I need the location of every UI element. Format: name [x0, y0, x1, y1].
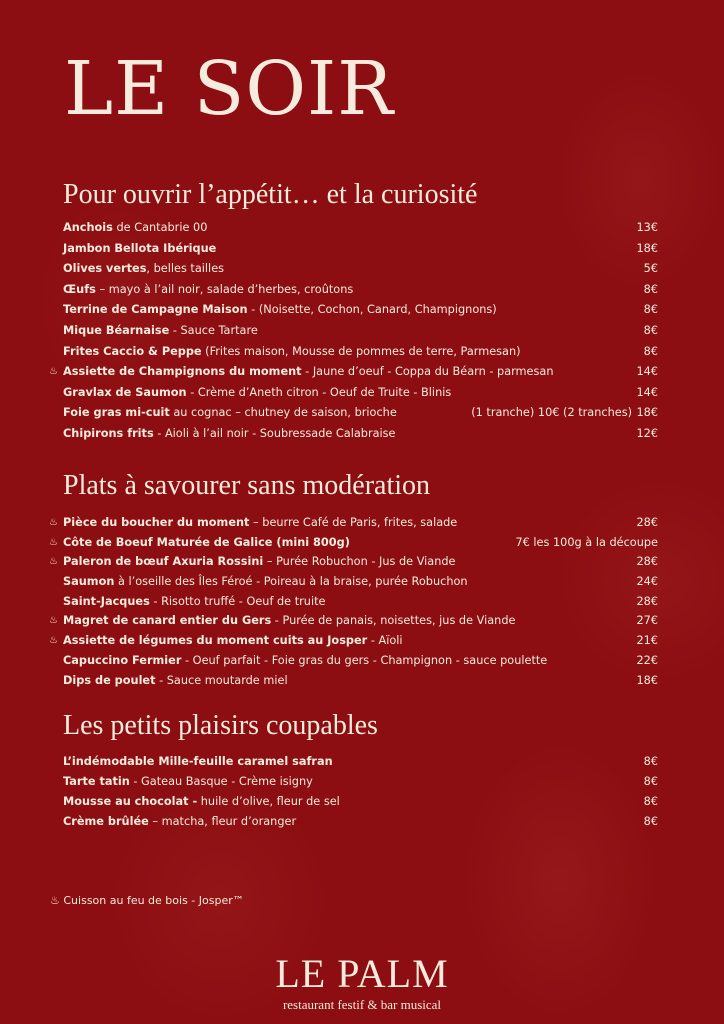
item-name: Saint-Jacques	[63, 594, 150, 608]
menu-item	[49, 611, 658, 631]
item-name: Assiette de Champignons du moment	[63, 365, 302, 379]
item-name: Capuccino Fermier	[63, 653, 182, 667]
menu-item	[63, 259, 658, 280]
item-price: 7€ les 100g à la découpe	[515, 535, 658, 549]
item-description: au cognac – chutney de saison, brioche	[169, 406, 397, 420]
section-heading-starters: Pour ouvrir l’appétit… et la curiosité	[63, 179, 478, 210]
menu-item	[63, 424, 658, 445]
menu-item	[63, 280, 658, 301]
item-price: 14€	[636, 365, 658, 379]
menu-item	[63, 342, 658, 363]
menu-item	[49, 533, 658, 553]
item-price: 18€	[636, 673, 658, 687]
fire-icon: ♨	[49, 615, 58, 627]
item-description: à l’oseille des Îles Féroé - Poireau à la braise, purée Robuchon	[114, 575, 468, 589]
item-price: 8€	[643, 323, 658, 337]
item-description: - Sauce Tartare	[169, 323, 258, 337]
item-name: Pièce du boucher du moment	[63, 516, 250, 529]
legend-text: Cuisson au feu de bois - Josper™	[63, 894, 244, 907]
fire-icon: ♨	[49, 536, 58, 548]
item-name: Saumon	[63, 575, 115, 589]
item-name: Assiette de légumes du moment cuits au Josper	[63, 634, 368, 648]
menu-item	[49, 362, 658, 383]
item-price: 18€	[636, 406, 658, 420]
item-description: - Sauce moutarde miel	[155, 673, 288, 687]
menu-item	[63, 321, 658, 342]
desserts-list	[63, 752, 658, 832]
item-description: - Oeuf parfait - Foie gras du gers - Champignon - sauce poulette	[181, 653, 548, 667]
item-name: Tarte tatin	[63, 774, 130, 788]
item-description: - Purée de panais, noisettes, jus de Viande	[271, 614, 516, 628]
item-name: Gravlax de Saumon	[63, 385, 187, 399]
item-description: – mayo à l’ail noir, salade d’herbes, croûtons	[95, 282, 354, 296]
page-title: LE SOIR	[64, 46, 394, 132]
item-price: 8€	[643, 755, 658, 768]
menu-item	[63, 592, 658, 612]
item-price: 28€	[636, 516, 658, 529]
item-name: Mousse au chocolat -	[63, 794, 198, 808]
item-price: 22€	[636, 653, 658, 667]
legend	[50, 894, 244, 907]
item-price: 8€	[643, 794, 658, 808]
menu-item	[63, 383, 658, 404]
item-name: Côte de Boeuf Maturée de Galice (mini 800g)	[63, 535, 350, 549]
item-name: Jambon Bellota Ibérique	[63, 241, 217, 255]
fire-icon: ♨	[49, 366, 58, 378]
menu-item	[49, 631, 658, 651]
item-name: L’indémodable Mille-feuille caramel safran	[63, 755, 333, 768]
item-price: 12€	[636, 426, 658, 440]
menu-item	[63, 671, 658, 691]
menu-item	[63, 239, 658, 260]
item-price: 27€	[636, 614, 658, 628]
section-heading-mains: Plats à savourer sans modération	[63, 470, 431, 501]
item-name: Chipirons frits	[63, 426, 154, 440]
item-name: Œufs	[63, 282, 96, 296]
item-price: 5€	[643, 262, 658, 276]
item-price: 8€	[643, 282, 658, 296]
menu-item	[63, 300, 658, 321]
item-price: 8€	[643, 344, 658, 358]
menu-item	[63, 792, 658, 812]
item-description: – beurre Café de Paris, frites, salade	[249, 516, 458, 529]
item-price: 8€	[643, 814, 658, 828]
item-description: - Risotto truffé - Oeuf de truite	[149, 594, 326, 608]
item-description: - Aioli à l’ail noir - Soubressade Calabraise	[153, 426, 396, 440]
item-name: Olives vertes	[63, 262, 147, 276]
logo-text: LE PALM	[275, 951, 449, 996]
item-description: huile d’olive, fleur de sel	[197, 794, 340, 808]
item-price: 8€	[643, 774, 658, 788]
item-price: 8€	[643, 303, 658, 317]
menu-item	[63, 651, 658, 671]
item-name: Dips de poulet	[63, 673, 156, 687]
fire-icon: ♨	[49, 635, 58, 647]
starters-list	[49, 218, 658, 445]
item-name: Paleron de bœuf Axuria Rossini	[63, 555, 264, 569]
item-price: 14€	[636, 385, 658, 399]
item-name: Crème brûlée	[63, 814, 149, 828]
menu-item	[63, 218, 658, 239]
menu-item	[63, 812, 658, 832]
item-name: Frites Caccio & Peppe	[63, 344, 202, 358]
item-price: 24€	[636, 575, 658, 589]
item-description: de Cantabrie 00	[112, 221, 208, 234]
fire-icon: ♨	[49, 517, 58, 528]
item-description: – matcha, fleur d’oranger	[148, 814, 297, 828]
item-name: Anchois	[63, 221, 113, 234]
item-description: - Gateau Basque - Crème isigny	[129, 774, 313, 788]
item-price: 28€	[636, 594, 658, 608]
menu-item	[49, 513, 658, 533]
menu-item	[63, 752, 658, 772]
item-description: - Jaune d’oeuf - Coppa du Béarn - parmesan	[301, 365, 554, 379]
item-price: 28€	[636, 555, 658, 569]
item-price: 13€	[636, 221, 658, 234]
item-description: - (Noisette, Cochon, Canard, Champignons)	[247, 303, 497, 317]
menu-item	[63, 772, 658, 792]
item-note: (1 tranche) 10€ (2 tranches)	[471, 406, 632, 420]
fire-icon: ♨	[50, 894, 60, 907]
item-description: - Crème d’Aneth citron - Oeuf de Truite - Blinis	[186, 385, 452, 399]
item-name: Mique Béarnaise	[63, 323, 170, 337]
item-description: (Frites maison, Mousse de pommes de terre, Parmesan)	[201, 344, 521, 358]
item-name: Foie gras mi-cuit	[63, 406, 170, 420]
fire-icon: ♨	[49, 556, 58, 568]
menu-item	[63, 403, 658, 424]
footer-logo	[0, 951, 724, 1013]
menu-item	[49, 552, 658, 572]
item-name: Magret de canard entier du Gers	[63, 614, 272, 628]
item-price: 18€	[636, 241, 658, 255]
item-description: – Purée Robuchon - Jus de Viande	[263, 555, 456, 569]
logo-tagline: restaurant festif & bar musical	[282, 997, 442, 1012]
item-description: - Aïoli	[367, 634, 403, 648]
item-description: , belles tailles	[146, 262, 225, 276]
mains-list	[49, 513, 658, 690]
item-price: 21€	[636, 634, 658, 648]
section-heading-desserts: Les petits plaisirs coupables	[63, 710, 378, 741]
menu-item	[63, 572, 658, 592]
item-name: Terrine de Campagne Maison	[63, 303, 248, 317]
